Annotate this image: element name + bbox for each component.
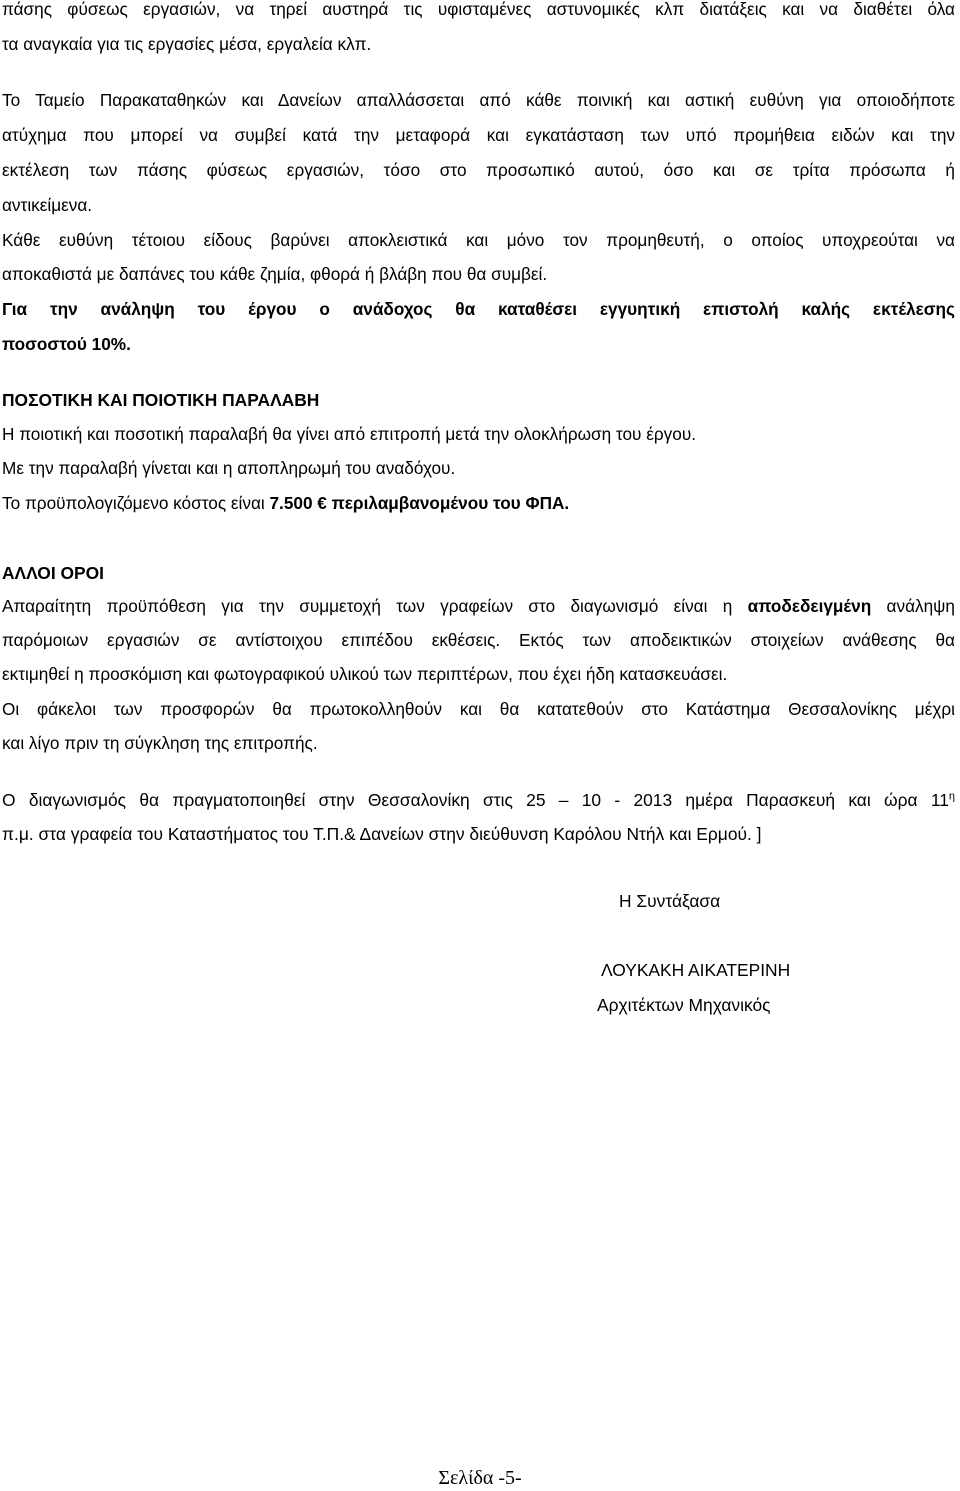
cost-amount: 7.500 € περιλαμβανομένου του ΦΠΑ. bbox=[269, 493, 570, 513]
paragraph-line: πάσης φύσεως εργασιών, να τηρεί αυστηρά τις υφισταμένες αστυνομικές κλπ διατάξεις και να διαθέτει όλα bbox=[2, 0, 955, 19]
signature-name: ΛΟΥΚΑΚΗ ΑΙΚΑΤΕΡΙΝΗ bbox=[601, 960, 791, 980]
paragraph-line: Η ποιοτική και ποσοτική παραλαβή θα γίνει από επιτροπή μετά την ολοκλήρωση του έργου. bbox=[2, 424, 697, 444]
paragraph-line bbox=[2, 595, 955, 617]
hour-superscript: η bbox=[948, 790, 955, 803]
signature-role: Η Συντάξασα bbox=[619, 891, 721, 911]
tender-date-text: Ο διαγωνισμός θα πραγματοποιηθεί στην Θεσσαλονίκη στις 25 – 10 - 2013 ημέρα Παρασκευή και ώρα 11 bbox=[2, 790, 949, 810]
paragraph-line: τα αναγκαία για τις εργασίες μέσα, εργαλεία κλπ. bbox=[2, 34, 372, 54]
paragraph-line: Κάθε ευθύνη τέτοιου είδους βαρύνει αποκλειστικά και μόνο τον προμηθευτή, ο οποίος υποχρεούται να bbox=[2, 230, 955, 250]
cost-label: Το προϋπολογιζόμενο κόστος είναι bbox=[2, 493, 270, 513]
paragraph-line: αντικείμενα. bbox=[2, 195, 93, 215]
paragraph-line: εκτέλεση των πάσης φύσεως εργασιών, τόσο στο προσωπικό αυτού, όσο και σε τρίτα πρόσωπα ή bbox=[2, 160, 955, 180]
paragraph-line: Οι φάκελοι των προσφορών θα πρωτοκολληθούν και θα κατατεθούν στο Κατάστημα Θεσσαλονίκης μέχρι bbox=[2, 699, 955, 719]
guarantee-line: ποσοστού 10%. bbox=[2, 334, 131, 354]
requirement-text: Απαραίτητη προϋπόθεση για την συμμετοχή των γραφείων στο διαγωνισμό είναι η bbox=[2, 596, 748, 616]
paragraph-line: εκτιμηθεί η προσκόμιση και φωτογραφικού υλικού των περιπτέρων, που έχει ήδη κατασκευάσει. bbox=[2, 664, 728, 684]
paragraph-line: και λίγο πριν τη σύγκληση της επιτροπής. bbox=[2, 733, 318, 753]
section-heading-other: ΑΛΛΟΙ ΟΡΟΙ bbox=[2, 563, 104, 583]
paragraph-line: Με την παραλαβή γίνεται και η αποπληρωμή του αναδόχου. bbox=[2, 458, 456, 478]
paragraph-line: παρόμοιων εργασιών σε αντίστοιχου επιπέδου εκθέσεις. Εκτός των αποδεικτικών στοιχείων ανάθεσης θα bbox=[2, 630, 955, 650]
tender-location-line: π.μ. στα γραφεία του Καταστήματος του Τ.Π.& Δανείων στην διεύθυνση Καρόλου Ντήλ και Ερμού. ] bbox=[2, 824, 762, 844]
paragraph-line: αποκαθιστά με δαπάνες του κάθε ζημία, φθορά ή βλάβη που θα συμβεί. bbox=[2, 264, 548, 284]
requirement-text-end: ανάληψη bbox=[871, 596, 955, 616]
paragraph-line: Το Ταμείο Παρακαταθηκών και Δανείων απαλλάσσεται από κάθε ποινική και αστική ευθύνη για οποιοδήποτε bbox=[2, 90, 955, 110]
guarantee-line: Για την ανάληψη του έργου ο ανάδοχος θα καταθέσει εγγυητική επιστολή καλής εκτέλεσης bbox=[2, 299, 955, 319]
paragraph-line: ατύχημα που μπορεί να συμβεί κατά την μεταφορά και εγκατάσταση των υπό προμήθεια ειδών και την bbox=[2, 125, 955, 145]
page-number: Σελίδα -5- bbox=[438, 1467, 522, 1489]
cost-line bbox=[2, 492, 569, 514]
signature-title: Αρχιτέκτων Μηχανικός bbox=[597, 995, 771, 1015]
section-heading-quality: ΠΟΣΟΤΙΚΗ ΚΑΙ ΠΟΙΟΤΙΚΗ ΠΑΡΑΛΑΒΗ bbox=[2, 390, 320, 410]
requirement-emphasis: αποδεδειγμένη bbox=[747, 596, 872, 616]
tender-date-line bbox=[2, 789, 955, 811]
